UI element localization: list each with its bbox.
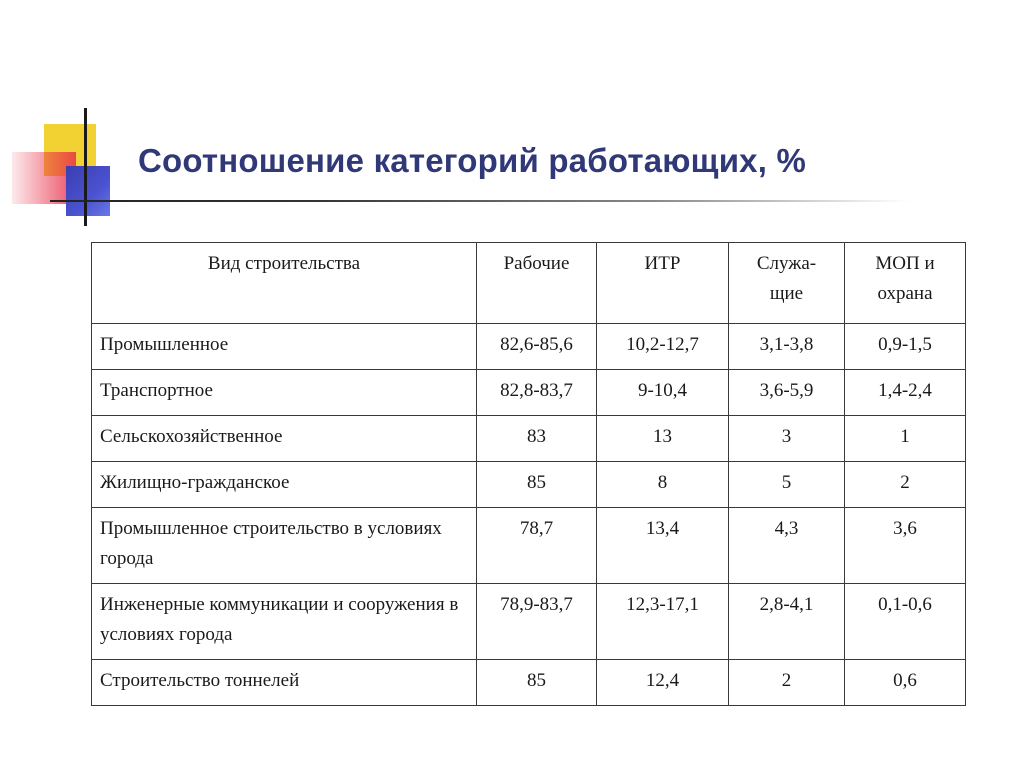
- table-cell: Строительство тоннелей: [92, 660, 477, 706]
- table-cell: 83: [477, 416, 597, 462]
- table-cell: 85: [477, 660, 597, 706]
- workers-ratio-table: [91, 242, 966, 706]
- table-row: [92, 462, 966, 508]
- header-employees: Служа- щие: [729, 243, 845, 324]
- table-cell: Сельскохозяйственное: [92, 416, 477, 462]
- header-engineers: ИТР: [597, 243, 729, 324]
- header-workers: Рабочие: [477, 243, 597, 324]
- table-cell: 1: [845, 416, 966, 462]
- slide-title: Соотношение категорий работающих, %: [138, 142, 807, 179]
- decor-blue-square: [66, 166, 110, 216]
- table-cell: 10,2-12,7: [597, 324, 729, 370]
- table-cell: 85: [477, 462, 597, 508]
- table-cell: Транспортное: [92, 370, 477, 416]
- table-cell: 3: [729, 416, 845, 462]
- table-header-row: [92, 243, 966, 324]
- table-cell: 13,4: [597, 508, 729, 584]
- table-cell: 1,4-2,4: [845, 370, 966, 416]
- table-cell: 82,6-85,6: [477, 324, 597, 370]
- table-cell: 3,6: [845, 508, 966, 584]
- table-row: [92, 416, 966, 462]
- table-cell: 78,7: [477, 508, 597, 584]
- table-cell: 3,1-3,8: [729, 324, 845, 370]
- table-row: [92, 370, 966, 416]
- table-row: [92, 324, 966, 370]
- table-row: [92, 508, 966, 584]
- table-cell: 4,3: [729, 508, 845, 584]
- table-cell: Жилищно-гражданское: [92, 462, 477, 508]
- table-cell: 9-10,4: [597, 370, 729, 416]
- title-underline: [50, 200, 910, 202]
- table-cell: Инженерные коммуникации и сооружения в условиях города: [92, 584, 477, 660]
- table-cell: 12,3-17,1: [597, 584, 729, 660]
- table-cell: 0,6: [845, 660, 966, 706]
- table-cell: 0,9-1,5: [845, 324, 966, 370]
- table-cell: 2: [729, 660, 845, 706]
- table-cell: 2: [845, 462, 966, 508]
- table-cell: 8: [597, 462, 729, 508]
- decor-vertical-line: [84, 108, 87, 226]
- table-cell: 12,4: [597, 660, 729, 706]
- table-cell: 3,6-5,9: [729, 370, 845, 416]
- header-construction-type: Вид строительства: [92, 243, 477, 324]
- table-row: [92, 660, 966, 706]
- table-cell: 2,8-4,1: [729, 584, 845, 660]
- header-service-staff: МОП и охрана: [845, 243, 966, 324]
- table-cell: 82,8-83,7: [477, 370, 597, 416]
- table-cell: 0,1-0,6: [845, 584, 966, 660]
- table-cell: 13: [597, 416, 729, 462]
- table-row: [92, 584, 966, 660]
- table-cell: 5: [729, 462, 845, 508]
- table-cell: Промышленное: [92, 324, 477, 370]
- table-cell: 78,9-83,7: [477, 584, 597, 660]
- table-cell: Промышленное строительство в условиях города: [92, 508, 477, 584]
